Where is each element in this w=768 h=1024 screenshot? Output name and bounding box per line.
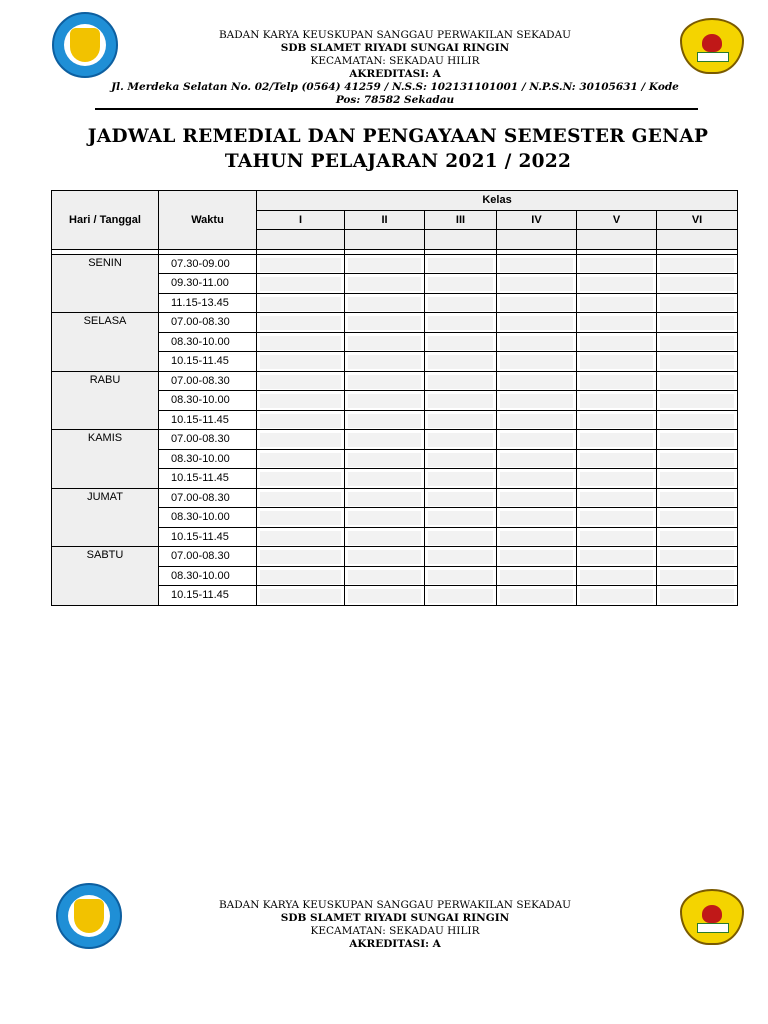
class-slot-cell: [345, 293, 425, 313]
class-slot-cell: [345, 586, 425, 606]
class-slot-cell: [497, 566, 577, 586]
class-slot-cell: [577, 586, 657, 606]
class-slot-cell: [577, 508, 657, 528]
class-slot-cell: [257, 332, 345, 352]
class-slot-cell: [577, 449, 657, 469]
class-slot-cell: [257, 352, 345, 372]
day-label: SELASA: [83, 315, 127, 327]
class-slot-cell: [577, 391, 657, 411]
class-slot-cell: [657, 547, 738, 567]
class-slot-cell: [497, 371, 577, 391]
class-slot-cell: [425, 449, 497, 469]
header-class-3: III: [425, 210, 497, 230]
class-slot-cell: [345, 547, 425, 567]
letterhead-district: KECAMATAN: SEKADAU HILIR: [310, 55, 480, 67]
class-slot-cell: [257, 410, 345, 430]
footer-line1: BADAN KARYA KEUSKUPAN SANGGAU PERWAKILAN SEKADAU: [218, 899, 572, 911]
class-slot-cell: [425, 313, 497, 333]
class-slot-cell: [577, 293, 657, 313]
class-slot-cell: [657, 352, 738, 372]
schedule-table: [51, 190, 738, 606]
schedule-body: [52, 254, 738, 605]
class-slot-cell: [657, 254, 738, 274]
class-slot-cell: [497, 293, 577, 313]
day-label: SENIN: [88, 256, 122, 269]
document-title: [60, 124, 736, 174]
day-label: RABU: [89, 373, 121, 386]
time-cell: 08.30-10.00: [159, 449, 257, 469]
class-slot-cell: [497, 586, 577, 606]
letterhead-address-line1: Jl. Merdeka Selatan No. 02/Telp (0564) 41259 / N.S.S: 102131101001 / N.P.S.N: 30105631 / Kode: [111, 81, 679, 93]
class-slot-cell: [345, 469, 425, 489]
letterhead: [95, 29, 695, 107]
class-slot-cell: [577, 254, 657, 274]
class-slot-cell: [257, 274, 345, 294]
class-slot-cell: [425, 469, 497, 489]
letterhead-accreditation: AKREDITASI: A: [349, 68, 441, 80]
header-time: Waktu: [159, 191, 257, 250]
school-name: SDB SLAMET RIYADI SUNGAI RINGIN: [280, 42, 510, 54]
class-slot-cell: [345, 371, 425, 391]
class-slot-cell: [345, 430, 425, 450]
class-slot-cell: [257, 586, 345, 606]
table-row: [52, 313, 738, 333]
class-slot-cell: [257, 527, 345, 547]
class-slot-cell: [425, 508, 497, 528]
class-slot-cell: [345, 352, 425, 372]
class-slot-cell: [345, 488, 425, 508]
class-slot-cell: [257, 391, 345, 411]
class-slot-cell: [425, 547, 497, 567]
time-cell: 07.00-08.30: [159, 488, 257, 508]
time-cell: 07.30-09.00: [159, 254, 257, 274]
class-slot-cell: [577, 332, 657, 352]
footer-accreditation: AKREDITASI: A: [349, 938, 441, 950]
day-cell: [52, 371, 159, 430]
day-label: KAMIS: [87, 432, 123, 444]
time-cell: 07.00-08.30: [159, 371, 257, 391]
class-slot-cell: [257, 313, 345, 333]
class-slot-cell: [425, 527, 497, 547]
letterhead-line1: BADAN KARYA KEUSKUPAN SANGGAU PERWAKILAN SEKADAU: [218, 29, 572, 41]
letterhead-address-line2: Pos: 78582 Sekadau: [335, 94, 455, 106]
class-slot-cell: [497, 410, 577, 430]
class-slot-cell: [425, 371, 497, 391]
class-slot-cell: [497, 254, 577, 274]
day-cell: [52, 430, 159, 489]
class-slot-cell: [345, 527, 425, 547]
class-slot-cell: [657, 527, 738, 547]
day-cell: [52, 313, 159, 372]
class-slot-cell: [577, 274, 657, 294]
class-slot-cell: [657, 586, 738, 606]
class-slot-cell: [497, 469, 577, 489]
table-row: [52, 430, 738, 450]
table-row: [52, 547, 738, 567]
class-slot-cell: [497, 449, 577, 469]
time-cell: 10.15-11.45: [159, 586, 257, 606]
class-slot-cell: [657, 430, 738, 450]
class-slot-cell: [257, 430, 345, 450]
class-slot-cell: [577, 371, 657, 391]
document-title-line1: JADWAL REMEDIAL DAN PENGAYAAN SEMESTER GENAP: [87, 126, 709, 147]
class-slot-cell: [577, 352, 657, 372]
class-slot-cell: [345, 449, 425, 469]
day-cell: [52, 488, 159, 547]
header-day: Hari / Tanggal: [52, 191, 159, 250]
class-slot-cell: [657, 469, 738, 489]
time-cell: 08.30-10.00: [159, 332, 257, 352]
footer-school-name: SDB SLAMET RIYADI SUNGAI RINGIN: [280, 912, 510, 924]
time-cell: 10.15-11.45: [159, 469, 257, 489]
day-cell: [52, 547, 159, 606]
class-slot-cell: [497, 274, 577, 294]
class-slot-cell: [257, 547, 345, 567]
time-cell: 09.30-11.00: [159, 274, 257, 294]
time-cell: 10.15-11.45: [159, 352, 257, 372]
class-slot-cell: [425, 430, 497, 450]
table-row: [52, 254, 738, 274]
class-slot-cell: [425, 488, 497, 508]
table-row: [52, 371, 738, 391]
class-slot-cell: [425, 254, 497, 274]
day-label: JUMAT: [87, 490, 123, 503]
class-slot-cell: [497, 527, 577, 547]
class-slot-cell: [345, 332, 425, 352]
class-slot-cell: [657, 371, 738, 391]
class-slot-cell: [657, 488, 738, 508]
day-label: SABTU: [86, 549, 124, 561]
class-slot-cell: [657, 274, 738, 294]
class-slot-cell: [425, 293, 497, 313]
class-slot-cell: [425, 586, 497, 606]
class-slot-cell: [425, 274, 497, 294]
class-slot-cell: [657, 391, 738, 411]
class-slot-cell: [497, 313, 577, 333]
class-slot-cell: [497, 352, 577, 372]
class-slot-cell: [577, 430, 657, 450]
class-slot-cell: [345, 508, 425, 528]
class-slot-cell: [497, 332, 577, 352]
class-slot-cell: [657, 449, 738, 469]
class-slot-cell: [577, 566, 657, 586]
class-slot-cell: [577, 410, 657, 430]
day-cell: [52, 254, 159, 313]
class-slot-cell: [497, 547, 577, 567]
table-row: [52, 488, 738, 508]
class-slot-cell: [425, 352, 497, 372]
header-class-2: II: [345, 210, 425, 230]
header-class-1: I: [257, 210, 345, 230]
time-cell: 08.30-10.00: [159, 508, 257, 528]
footer-district: KECAMATAN: SEKADAU HILIR: [310, 925, 480, 937]
class-slot-cell: [257, 293, 345, 313]
document-title-line2: TAHUN PELAJARAN 2021 / 2022: [224, 151, 572, 172]
class-slot-cell: [657, 313, 738, 333]
header-class-4: IV: [497, 210, 577, 230]
class-slot-cell: [425, 410, 497, 430]
header-class-6: VI: [657, 210, 738, 230]
class-slot-cell: [257, 488, 345, 508]
class-slot-cell: [577, 527, 657, 547]
class-slot-cell: [657, 566, 738, 586]
letterhead-divider: [95, 108, 698, 110]
class-slot-cell: [257, 254, 345, 274]
class-slot-cell: [257, 566, 345, 586]
class-slot-cell: [657, 332, 738, 352]
class-slot-cell: [257, 449, 345, 469]
class-slot-cell: [425, 391, 497, 411]
class-slot-cell: [425, 332, 497, 352]
class-slot-cell: [257, 469, 345, 489]
class-slot-cell: [577, 313, 657, 333]
class-slot-cell: [657, 410, 738, 430]
class-slot-cell: [657, 508, 738, 528]
time-cell: 11.15-13.45: [159, 293, 257, 313]
class-slot-cell: [345, 254, 425, 274]
class-slot-cell: [345, 566, 425, 586]
class-slot-cell: [345, 410, 425, 430]
class-slot-cell: [657, 293, 738, 313]
class-slot-cell: [257, 508, 345, 528]
class-slot-cell: [345, 313, 425, 333]
class-slot-cell: [497, 430, 577, 450]
time-cell: 08.30-10.00: [159, 391, 257, 411]
footer-letterhead: [95, 899, 695, 951]
time-cell: 10.15-11.45: [159, 527, 257, 547]
header-kelas: Kelas: [257, 191, 738, 211]
class-slot-cell: [497, 508, 577, 528]
time-cell: 08.30-10.00: [159, 566, 257, 586]
class-slot-cell: [497, 391, 577, 411]
time-cell: 07.00-08.30: [159, 547, 257, 567]
time-cell: 10.15-11.45: [159, 410, 257, 430]
class-slot-cell: [577, 547, 657, 567]
class-slot-cell: [345, 274, 425, 294]
time-cell: 07.00-08.30: [159, 313, 257, 333]
class-slot-cell: [425, 566, 497, 586]
class-slot-cell: [577, 488, 657, 508]
class-slot-cell: [577, 469, 657, 489]
class-slot-cell: [497, 488, 577, 508]
class-slot-cell: [257, 371, 345, 391]
class-slot-cell: [345, 391, 425, 411]
time-cell: 07.00-08.30: [159, 430, 257, 450]
header-class-5: V: [577, 210, 657, 230]
